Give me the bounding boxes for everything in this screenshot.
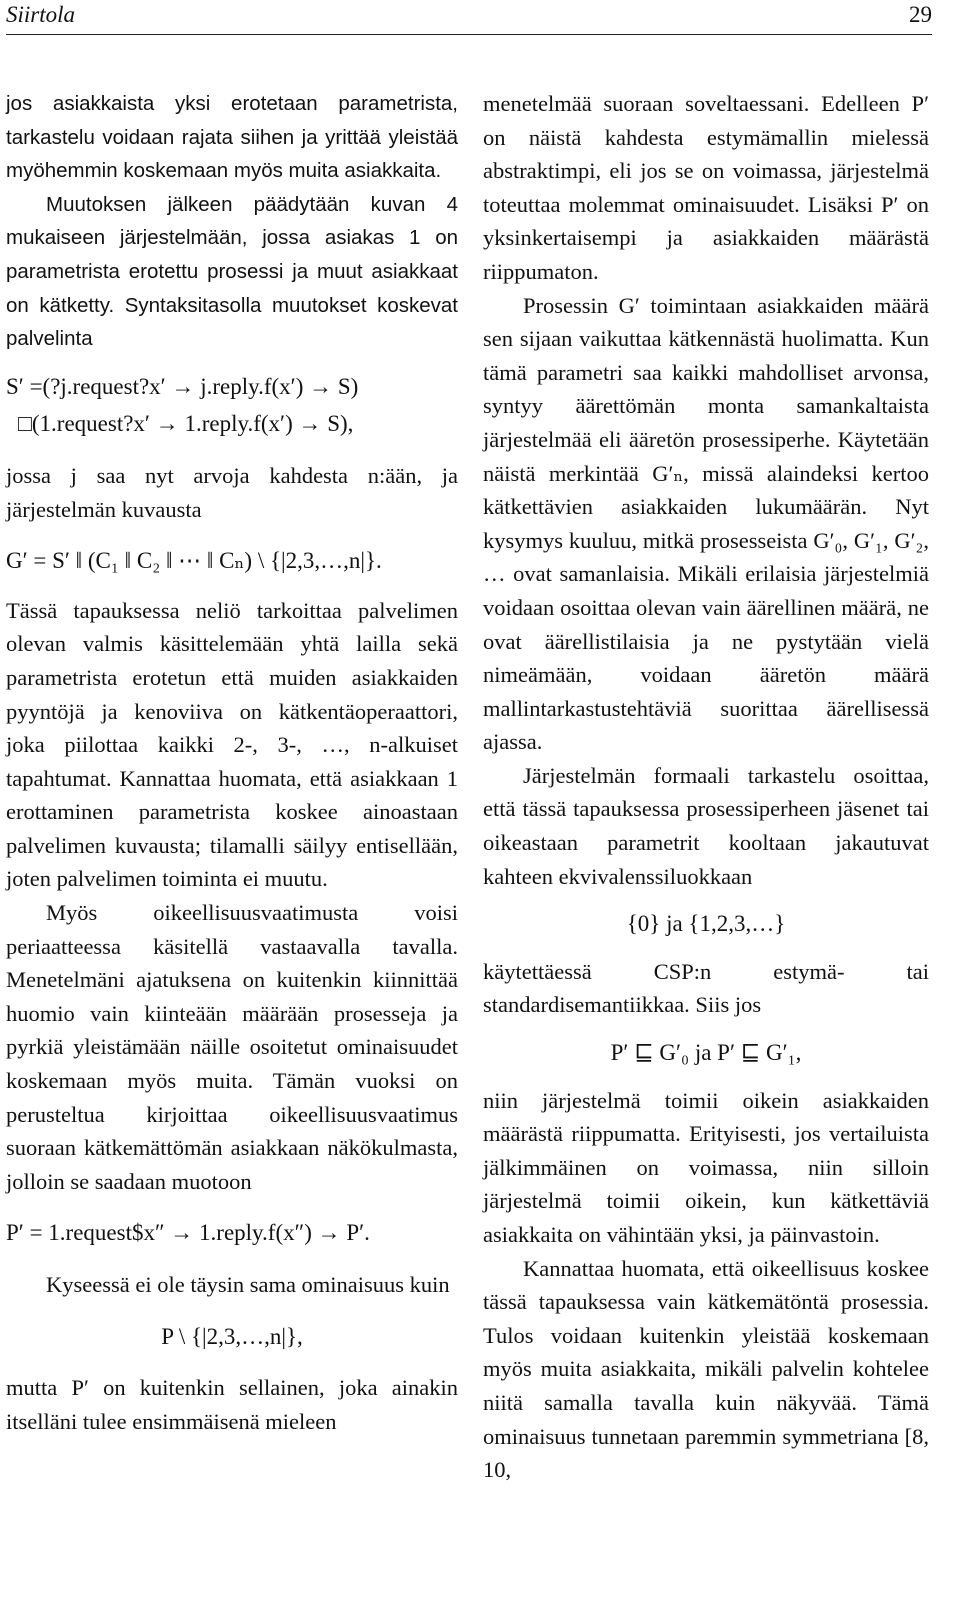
- left-column: [6, 87, 458, 1438]
- paragraph: Muutoksen jälkeen päädytään kuvan 4 mukaiseen järjestelmään, jossa asiakas 1 on parametrista erotettu prosessi ja muut asiakkaat on kätketty. Syntaksitasolla muutokset koskevat palvelinta: [6, 192, 458, 351]
- paragraph: Prosessin G′ toimintaan asiakkaiden määrä sen sijaan vaikuttaa kätkennästä huolimatta. Kun tämä parametri saa kaikki mahdolliset arvonsa, syntyy äärettömän monta samankaltaista järjestelmää eli ääretön prosessiperhe. Käytetään näistä merkintää G′ₙ, missä alaindeksi kertoo kätkettävien asiakkaiden lukumäärän. Nyt kysymys kuuluu, mitkä prosesseista G′₀, G′₁, G′₂, … ovat samanlaisia. Mikäli erilaisia järjestelmiä voidaan osoittaa olevan vain äärellinen määrä, ne ovat äärellistilaisia ja ne pystytään vielä nimeämään, voidaan ääretön määrä mallintarkastustehtäviä suorittaa äärellisessä ajassa.: [483, 292, 929, 755]
- page-header: [6, 0, 932, 35]
- paragraph: niin järjestelmä toimii oikein asiakkaiden määrästä riippumatta. Erityisesti, jos vertailuista jälkimmäinen on voimassa, niin silloin järjestelmä toimii oikein, kun kätkettäviä asiakkaita on vähintään yksi, ja päinvastoin.: [483, 1087, 929, 1247]
- paragraph: jos asiakkaista yksi erotetaan parametrista, tarkastelu voidaan rajata siihen ja yrittää yleistää myöhemmin koskemaan myös muita asiakkaita.: [6, 92, 458, 183]
- running-title: Siirtola: [6, 2, 76, 27]
- paragraph: Tässä tapauksessa neliö tarkoittaa palvelimen olevan valmis käsittelemään yhtä lailla sekä parametrista erotetun että muiden asiakkaiden pyyntöjä ja kenoviiva on kätkentäoperaattori, joka piilottaa kaikki 2-, 3-, …, n-alkuiset tapahtumat. Kannattaa huomata, että asiakkaan 1 erottaminen parametrista koskee ainoastaan palvelimen kuvausta; tilamalli säilyy entisellään, joten palvelimen toiminta ei muutu.: [6, 597, 458, 892]
- paragraph: Järjestelmän formaali tarkastelu osoittaa, että tässä tapauksessa prosessiperheen jäsenet tai oikeastaan parametrit kooltaan jakautuvat kahteen ekvivalenssiluokkaan: [483, 762, 929, 889]
- page-number: 29: [909, 2, 932, 27]
- equation-server-line2: □(1.request?x′ → 1.reply.f(x′) → S),: [18, 411, 354, 437]
- paragraph: jossa j saa nyt arvoja kahdesta n:ään, ja järjestelmän kuvausta: [6, 462, 458, 522]
- paragraph: Myös oikeellisuusvaatimusta voisi periaatteessa käsitellä vastaavalla tavalla. Menetelmäni ajatuksena on kuitenkin kiinnittää huomio vain kiinteään määrään prosesseja ja pyrkiä yleistämään näille osoitetut ominaisuudet koskemaan myös muita. Tämän vuoksi on perusteltua kirjoittaa oikeellisuusvaatimus suoraan kätkemättömän asiakkaan näkökulmasta, jolloin se saadaan muotoon: [6, 900, 458, 1194]
- equation-hidden-spec: P \ {|2,3,…,n|},: [161, 1323, 303, 1349]
- paragraph: Kannattaa huomata, että oikeellisuus koskee tässä tapauksessa vain kätkemätöntä prosessia. Tulos voidaan kuitenkin yleistää koskemaan myös muita asiakkaita, mikäli palvelin kohtelee niitä samalla tavalla kuin näkyvää. Tämä ominaisuus tunnetaan paremmin symmetriana [8, 10,: [483, 1255, 929, 1483]
- paragraph: Kyseessä ei ole täysin sama ominaisuus kuin: [46, 1272, 450, 1297]
- paragraph: menetelmää suoraan soveltaessani. Edelleen P′ on näistä kahdesta estymämallin mielessä abstraktimpi, eli jos se on voimassa, järjestelmä toteuttaa molemmat ominaisuudet. Lisäksi P′ on yksinkertaisempi ja asiakkaiden määrästä riippumaton.: [483, 91, 929, 284]
- equation-server-line1: S′ =(?j.request?x′ → j.reply.f(x′) → S): [6, 373, 359, 399]
- equation-refinement: P′ ⊑ G′₀ ja P′ ⊑ G′₁,: [610, 1040, 802, 1066]
- paragraph: mutta P′ on kuitenkin sellainen, joka ainakin itselläni tulee ensimmäisenä mieleen: [6, 1375, 458, 1434]
- equation-spec: P′ = 1.request$x″ → 1.reply.f(x″) → P′.: [6, 1220, 370, 1246]
- paragraph: käytettäessä CSP:n estymä- tai standardisemantiikkaa. Siis jos: [483, 958, 929, 1018]
- equation-system: G′ = S′ ‖ (C₁ ‖ C₂ ‖ ⋯ ‖ Cₙ) \ {|2,3,…,n|}.: [6, 548, 382, 574]
- right-column: [483, 87, 929, 1487]
- equation-equivalence-classes: {0} ja {1,2,3,…}: [626, 911, 786, 937]
